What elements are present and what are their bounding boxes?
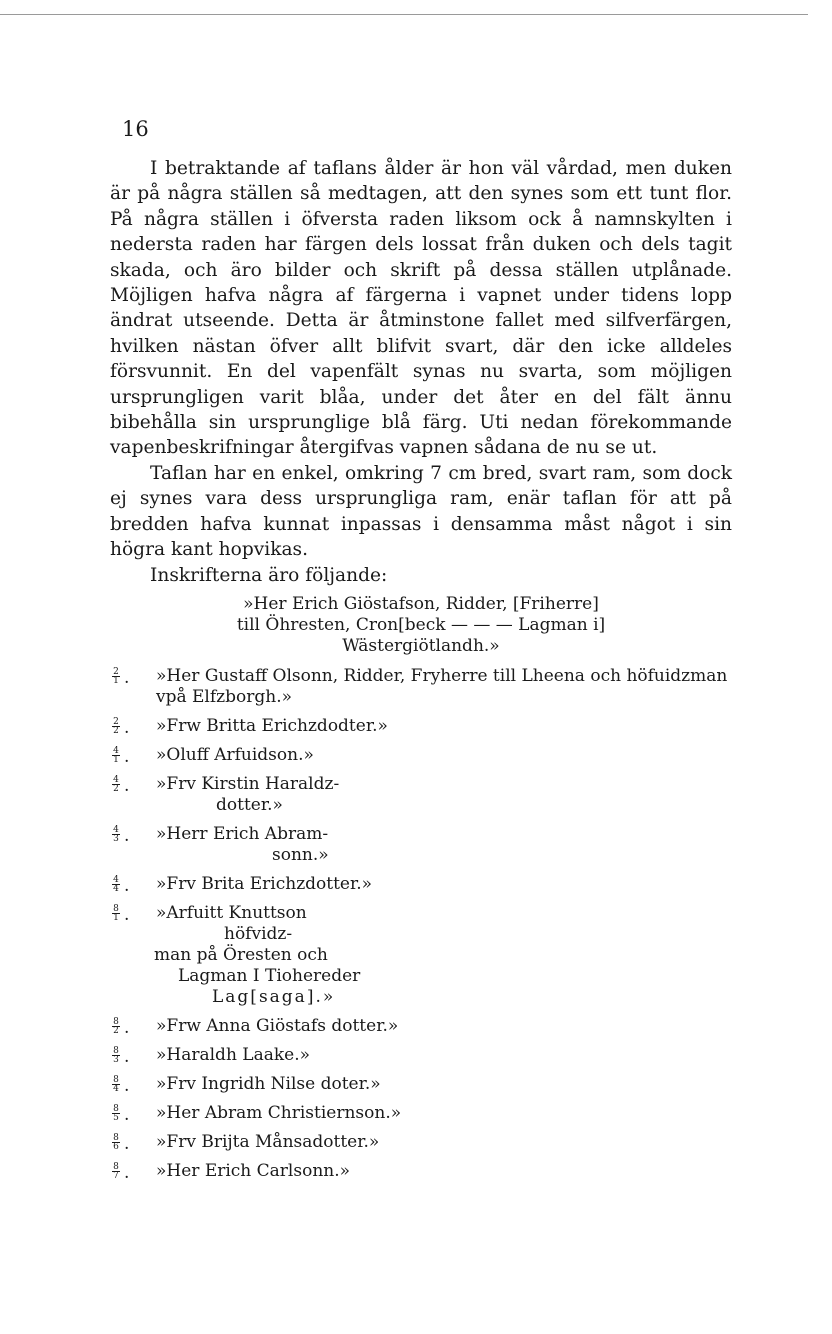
list-item: $\frac{8}{1}$ . »Arfuitt Knuttson höfvidz- man på Öresten och Lagman I Tiohereder Lag[saga].» bbox=[110, 903, 750, 1008]
list-item: $\frac{8}{4}$ . »Frv Ingridh Nilse doter.» bbox=[110, 1074, 750, 1095]
entry-line: »Haraldh Laake.» bbox=[156, 1045, 311, 1065]
fraction-marker: $\frac{4}{1}$ bbox=[113, 746, 119, 765]
entry-line: »Frv Ingridh Nilse doter.» bbox=[156, 1074, 381, 1094]
fraction-marker: $\frac{4}{2}$ bbox=[113, 775, 119, 794]
entry-line: Lagman I Tiohereder bbox=[178, 966, 361, 986]
list-item: $\frac{2}{1}$ . »Her Gustaff Olsonn, Ridder, Fryherre till Lheena och höfuidzman vpå Elfzborgh.» bbox=[110, 666, 750, 708]
entry-line: »Her Gustaff Olsonn, Ridder, Fryherre till Lheena och höfuidzman bbox=[156, 666, 728, 686]
entry-line: »Herr Erich Abram- bbox=[156, 824, 329, 844]
entry-line: dotter.» bbox=[216, 795, 283, 815]
entry-line: »Oluff Arfuidson.» bbox=[156, 745, 314, 765]
inscription-line: Wästergiötlandh.» bbox=[342, 636, 500, 656]
fraction-marker: $\frac{4}{4}$ bbox=[113, 875, 119, 894]
list-item: $\frac{4}{2}$ . »Frv Kirstin Haraldz- dotter.» bbox=[110, 774, 750, 816]
entry-line: »Frv Kirstin Haraldz- bbox=[156, 774, 340, 794]
inscription-line: »Her Erich Giöstafson, Ridder, [Friherre] bbox=[243, 594, 599, 614]
entry-line: »Frv Brita Erichzdotter.» bbox=[156, 874, 373, 894]
entry-line: »Arfuitt Knuttson bbox=[156, 903, 307, 923]
entry-line: »Frw Britta Erichzdodter.» bbox=[156, 716, 388, 736]
list-item: $\frac{2}{2}$ . »Frw Britta Erichzdodter.» bbox=[110, 716, 750, 737]
page-number: 16 bbox=[122, 117, 149, 141]
list-item: $\frac{8}{5}$ . »Her Abram Christiernson.» bbox=[110, 1103, 750, 1124]
entry-line: man på Öresten och bbox=[154, 945, 328, 965]
main-inscription bbox=[110, 594, 732, 657]
entry-line: höfvidz- bbox=[224, 924, 293, 944]
fraction-marker: $\frac{4}{3}$ bbox=[113, 825, 119, 844]
entry-line: »Her Abram Christiernson.» bbox=[156, 1103, 402, 1123]
entry-line: »Her Erich Carlsonn.» bbox=[156, 1161, 351, 1181]
fraction-marker: $\frac{8}{1}$ bbox=[113, 904, 119, 923]
list-item: $\frac{8}{2}$ . »Frw Anna Giöstafs dotter.» bbox=[110, 1016, 750, 1037]
entry-line: sonn.» bbox=[272, 845, 329, 865]
entry-line: vpå Elfzborgh.» bbox=[156, 687, 292, 707]
entry-line: »Frw Anna Giöstafs dotter.» bbox=[156, 1016, 399, 1036]
inscriptions-intro: Inskrifterna äro följande: bbox=[150, 564, 388, 586]
list-item: $\frac{4}{1}$ . »Oluff Arfuidson.» bbox=[110, 745, 750, 766]
fraction-marker: $\frac{8}{7}$ bbox=[113, 1162, 119, 1181]
fraction-marker: $\frac{8}{2}$ bbox=[113, 1017, 119, 1036]
list-item: $\frac{8}{3}$ . »Haraldh Laake.» bbox=[110, 1045, 750, 1066]
fraction-marker: $\frac{8}{4}$ bbox=[113, 1075, 119, 1094]
inscription-line: till Öhresten, Cron[beck — — — Lagman i] bbox=[236, 615, 606, 635]
fraction-marker: $\frac{8}{5}$ bbox=[113, 1104, 119, 1123]
entry-line: »Frv Brijta Månsadotter.» bbox=[156, 1132, 380, 1152]
fraction-marker: $\frac{8}{3}$ bbox=[113, 1046, 119, 1065]
fraction-marker: $\frac{2}{1}$ bbox=[113, 667, 119, 686]
paragraph: I betraktande af taflans ålder är hon väl vårdad, men duken är på några ställen så medtagen, att den synes som ett tunt flor. På några ställen i öfversta raden liksom ock å namnskylten i nedersta raden har färgen dels lossat från duken och dels tagit skada, och äro bilder och skrift på dessa ställen utplånade. Möjligen hafva några af färgerna i vapnet under tidens lopp ändrat utseende. Detta är åtminstone fallet med silfverfärgen, hvilken nästan öfver allt blifvit svart, där den icke alldeles försvunnit. En del vapenfält synas nu svarta, som möjligen ursprungligen varit blåa, under det åter en del fält ännu bibehålla sin ursprunglige blå färg. Uti nedan förekommande vapenbeskrifningar återgifvas vapnen sådana de nu se ut. bbox=[110, 158, 732, 459]
fraction-marker: $\frac{8}{6}$ bbox=[113, 1133, 119, 1152]
body-text bbox=[110, 156, 732, 588]
list-item: $\frac{4}{4}$ . »Frv Brita Erichzdotter.» bbox=[110, 874, 750, 895]
list-item: $\frac{8}{6}$ . »Frv Brijta Månsadotter.» bbox=[110, 1132, 750, 1153]
list-item: $\frac{4}{3}$ . »Herr Erich Abram- sonn.» bbox=[110, 824, 750, 866]
inscription-entries bbox=[110, 666, 750, 1190]
top-rule bbox=[0, 14, 808, 15]
list-item: $\frac{8}{7}$ . »Her Erich Carlsonn.» bbox=[110, 1161, 750, 1182]
paragraph: Taflan har en enkel, omkring 7 cm bred, svart ram, som dock ej synes vara dess ursprungliga ram, enär taflan för att på bredden hafva kunnat inpassas i densamma måst något i sin högra kant hopvikas. bbox=[110, 462, 732, 561]
fraction-marker: $\frac{2}{2}$ bbox=[113, 717, 119, 736]
entry-line: Lag[saga].» bbox=[212, 987, 336, 1007]
